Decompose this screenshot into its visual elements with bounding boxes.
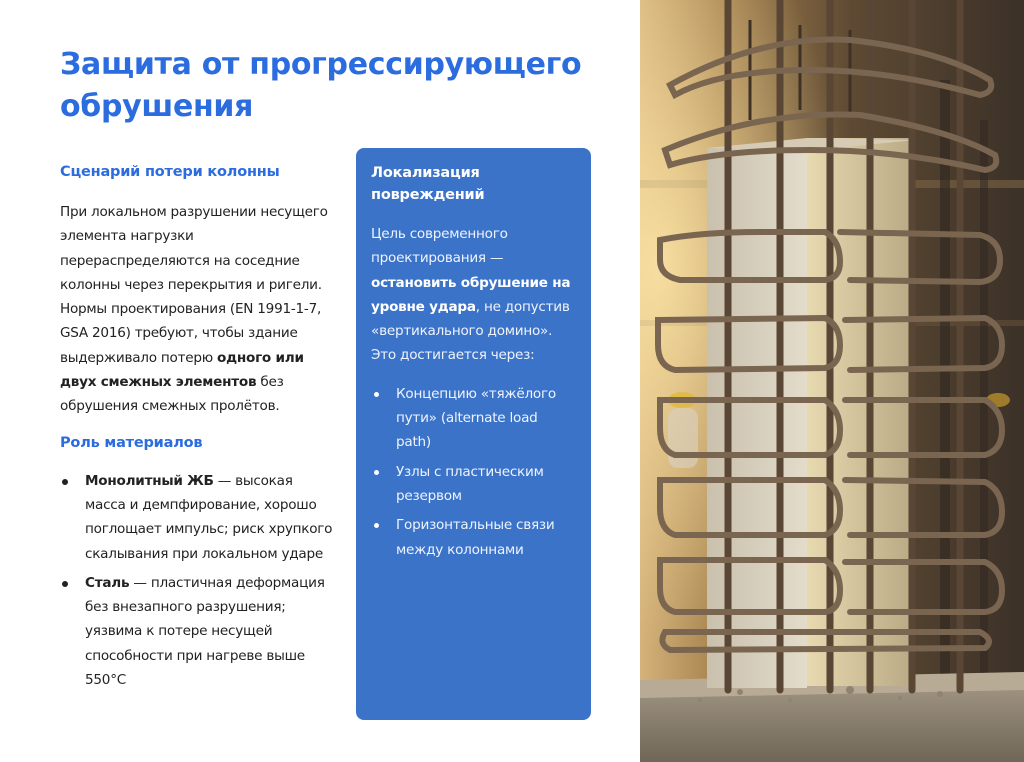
rebar-column-illustration-icon — [640, 0, 1024, 762]
list-item-text: Горизонтальные связи между колоннами — [396, 517, 555, 558]
list-item — [60, 469, 335, 566]
section-heading-column-loss: Сценарий потери колонны — [60, 164, 280, 180]
paragraph-text-end: без обрушения смежных пролётов. — [60, 374, 284, 415]
bullet-icon — [374, 470, 379, 475]
reinforced-column-photo — [640, 0, 1024, 762]
list-item-text: — пластичная деформация без внезапного разрушения; уязвима к потере несущей способности при нагреве выше 550°C — [85, 574, 325, 689]
list-item-bold: Монолитный ЖБ — [85, 472, 214, 489]
paragraph-bold-text: одного или двух смежных элементов — [60, 349, 304, 391]
card-paragraph — [371, 222, 576, 368]
card-heading: Локализация повреждений — [371, 165, 485, 203]
bullet-icon — [62, 581, 68, 587]
card-list — [371, 382, 576, 562]
list-item-text: — высокая масса и демпфирование, хорошо поглощает импульс; риск хрупкого скалывания при локальном ударе — [85, 472, 333, 562]
list-item-bold: Сталь — [85, 574, 130, 591]
card-text: Цель современного проектирования — — [371, 226, 508, 267]
list-item — [371, 460, 576, 509]
card-text-end: , не допустив «вертикального домино». Это достигается через: — [371, 298, 570, 364]
column-loss-paragraph — [60, 200, 335, 419]
bullet-icon — [62, 479, 68, 485]
list-item-text: Узлы с пластическим резервом — [396, 463, 544, 504]
card-bold-text: остановить обрушение на уровне удара — [371, 274, 571, 315]
list-item — [371, 382, 576, 455]
left-column — [60, 160, 335, 697]
section-heading-materials: Роль материалов — [60, 434, 203, 451]
list-item-text: Концепцию «тяжёлого пути» (alternate load path) — [396, 385, 556, 451]
paragraph-text: При локальном разрушении несущего элемента нагрузки перераспределяются на соседние колонны через перекрытия и ригели. Нормы проектирования (EN 1991-1-7, GSA 2016) требуют, чтобы здание выдерживало потерю — [60, 204, 328, 366]
list-item — [60, 571, 335, 692]
bullet-icon — [374, 392, 379, 397]
list-item — [371, 513, 576, 562]
materials-list — [60, 469, 335, 693]
damage-localization-card — [356, 148, 591, 720]
page-title: Защита от прогрессирующего обрушения — [60, 47, 582, 124]
bullet-icon — [374, 523, 379, 528]
